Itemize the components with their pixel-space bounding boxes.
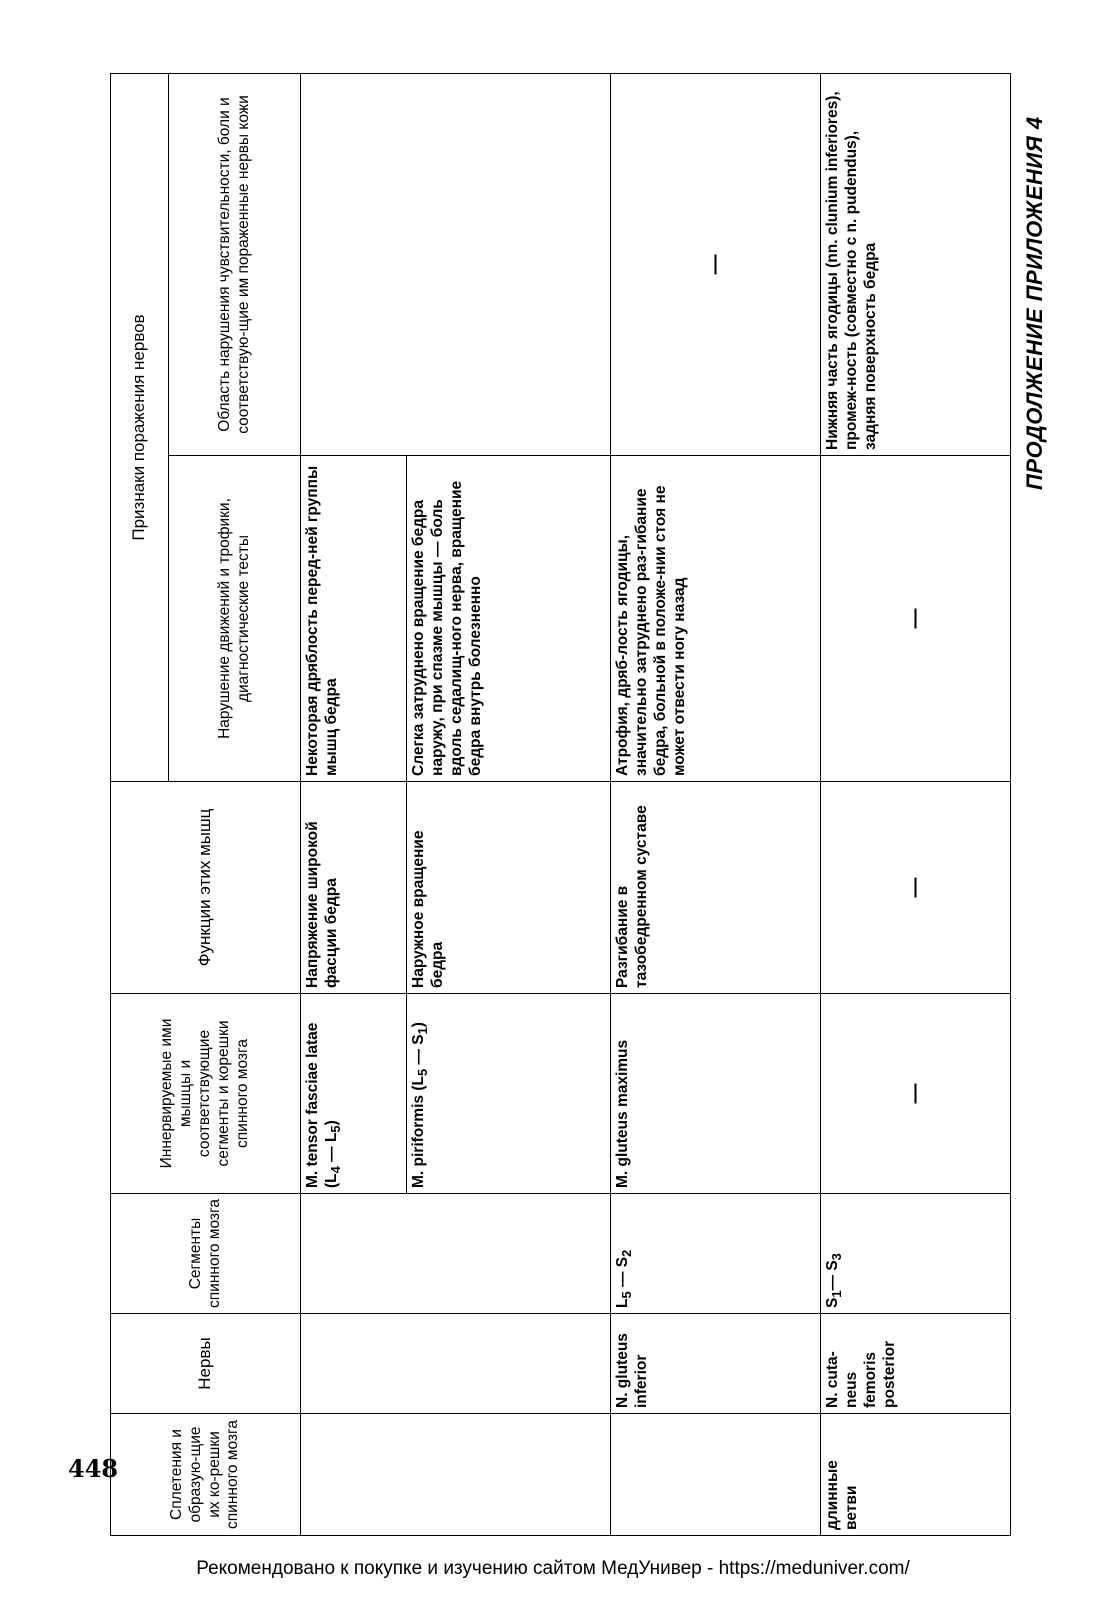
cell-nerve-r1	[301, 1314, 611, 1414]
cell-sensory-r3: —	[611, 73, 821, 455]
header-nerves: Нервы	[111, 1314, 301, 1414]
cell-segments-r3: $L_5$ — $S_2$	[611, 1194, 821, 1314]
cell-sensory-r4: Нижняя часть ягодицы (nn. clunium inferiores), промеж-ность (совместно с n. pudendus), задняя поверхность бедра	[821, 73, 1011, 455]
cell-segments-r1	[301, 1194, 611, 1314]
cell-movement-r4: —	[821, 456, 1011, 782]
cell-muscle-r3: M. gluteus maximus	[611, 994, 821, 1194]
cell-nerve-r3: N. gluteus inferior	[611, 1314, 821, 1414]
cell-plexus-r1	[301, 1414, 611, 1536]
cell-function-r2: Наружное вращение бедра	[407, 782, 611, 994]
cell-muscle-r1: M. tensor fasciae latae ($L_4$ — $L_5$)	[301, 994, 407, 1194]
cell-function-r1: Напряжение широкой фасции бедра	[301, 782, 407, 994]
cell-plexus-r3	[611, 1414, 821, 1536]
header-sensory: Область нарушения чувствительности, боли и соответствую-щие им пораженные нервы кожи	[169, 73, 301, 455]
running-head: ПРОДОЛЖЕНИЕ ПРИЛОЖЕНИЯ 4	[1022, 116, 1047, 490]
cell-function-r4: —	[821, 782, 1011, 994]
cell-nerve-r4: N. cuta-neus femoris posterior	[821, 1314, 1011, 1414]
cell-sensory-r1	[301, 73, 611, 455]
cell-movement-r1: Некоторая дряблость перед-ней группы мышц бедра	[301, 456, 407, 782]
nerve-lesion-table	[110, 73, 1011, 1536]
header-signs-group: Признаки поражения нервов	[111, 73, 169, 781]
header-segments: Сегменты спинного мозга	[111, 1194, 301, 1314]
cell-movement-r3: Атрофия, дряб-лость ягодицы, значительно затруднено раз-гибание бедра, больной в положе-нии стоя не может отвести ногу назад	[611, 456, 821, 782]
header-plexus: Сплетения и образую-щие их ко-решки спинного мозга	[111, 1414, 301, 1536]
cell-segments-r4: $S_1—$ $S_3$	[821, 1194, 1011, 1314]
page-number: 448	[68, 1454, 119, 1483]
cell-plexus-r4: длинные ветви	[821, 1414, 1011, 1536]
footer-note: Рекомендовано к покупке и изучению сайтом МедУнивер - https://meduniver.com/	[196, 1558, 910, 1579]
header-muscles: Иннервируемые ими мышцы и соответствующие сегменты и корешки спинного мозга	[111, 994, 301, 1194]
cell-function-r3: Разгибание в тазобедренном суставе	[611, 782, 821, 994]
header-functions: Функции этих мышц	[111, 782, 301, 994]
header-movement: Нарушение движений и трофики, диагностические тесты	[169, 456, 301, 782]
cell-muscle-r2: M. piriformis ($L_5$ — $S_1$)	[407, 994, 611, 1194]
cell-muscle-r4: —	[821, 994, 1011, 1194]
cell-movement-r2: Слегка затруднено вращение бедра наружу, при спазме мышцы — боль вдоль седалищ-ного нерва, вращение бедра внутрь болезненно	[407, 456, 611, 782]
